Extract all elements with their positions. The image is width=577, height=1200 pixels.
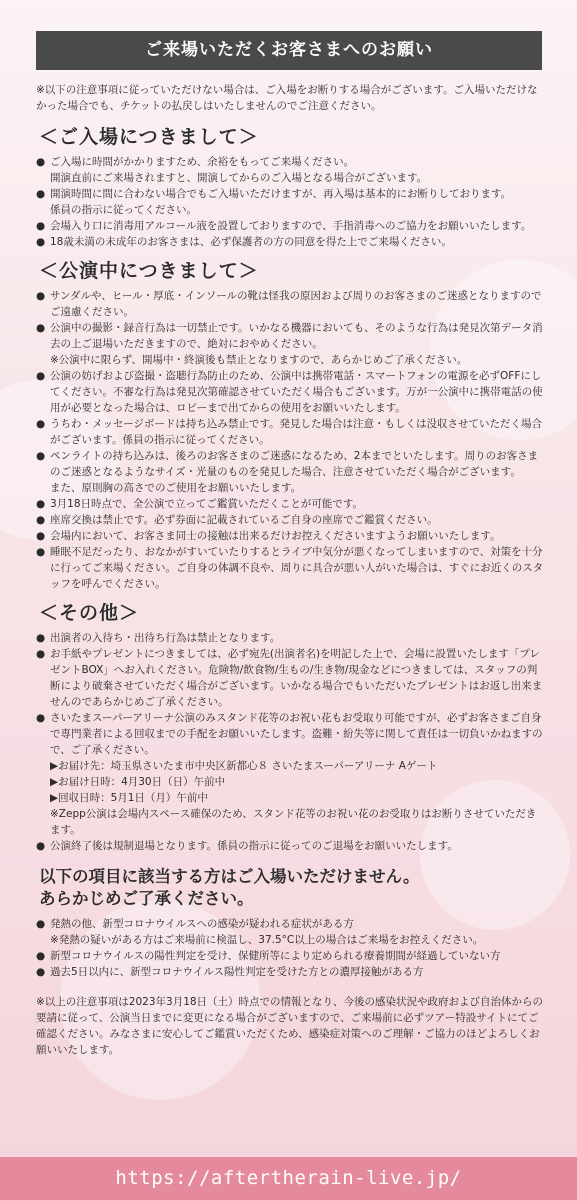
list-item [36,218,546,234]
page-title: ご来場いただくお客さまへのお願い [36,31,542,70]
list-item-text: 公演終了後は規制退場となります。係員の指示に従ってのご退場をお願いいたします。 [50,840,458,852]
list-item [36,838,546,854]
bullet-icon: ● [36,966,46,978]
footer-note: ※以上の注意事項は2023年3月18日（土）時点での情報となり、今後の感染状況や政府および自治体からの要請に従って、公演当日までに変更になる場合がございますので、ご来場前に必ずツアー特設サイトにてご確認ください。みなさまに安心してご鑑賞いただくため、感染症対策へのご理解・ご協力のほどよろしくお願いいたします。 [36,996,544,1056]
list-item [36,964,546,980]
bullet-icon: ● [36,498,46,510]
list-item [36,630,546,646]
covid-heading [39,866,546,910]
list-item [36,186,546,202]
list-item-text: 18歳未満の未成年のお客さまは、必ず保護者の方の同意を得た上でご来場ください。 [50,236,452,248]
bullet-icon: ● [36,632,46,644]
list-item-text: 新型コロナウイルスの陽性判定を受け、保健所等により定められる療養期間が経過していない方 [50,950,501,962]
list-item-text: 発熱の他、新型コロナウイルスへの感染が疑われる症状がある方 [50,918,354,930]
list-item-text: ペンライトの持ち込みは、後ろのお客さまのご迷惑になるため、2本までといたします。周りのお客さまのご迷惑となるようなサイズ・光量のものを発見した場合、注意させていただく場合がございます。 [50,450,539,478]
bullet-icon: ● [36,648,46,660]
list-item-text: 開演時間に間に合わない場合でもご入場いただけますが、再入場は基本的にお断りしております。 [50,188,512,200]
list-item [36,496,546,512]
list-item-text: 会場内において、お客さま同士の接触は出来るだけお控えくださいますようお願いいたします。 [50,530,501,542]
bullet-icon: ● [36,188,46,200]
bullet-icon: ● [36,840,46,852]
section-entry-list [36,154,546,250]
list-item-text: 睡眠不足だったり、おなかがすいていたりするとライブ中気分が悪くなってしまいますので、対策を十分に行ってご来場ください。ご自身の体調不良や、周りに具合が悪い人がいた場合は、すぐにお近くのスタッフを呼んでください。 [50,546,544,590]
list-item-text: さいたまスーパーアリーナ公演のみスタンド花等のお祝い花もお受取り可能ですが、必ずお客さまご自身で専門業者による回収までの手配をお願いいたします。盗難・紛失等に関して責任は一切負いかねますので、ご了承ください。 [50,712,543,756]
bullet-icon: ● [36,450,46,462]
section-other-list [36,630,546,854]
bullet-icon: ● [36,322,46,334]
list-item [36,154,546,170]
list-item-subline: ▶お届け先：埼玉県さいたま市中央区新都心８ さいたまスーパーアリーナ Aゲート [50,760,438,772]
list-item [36,916,546,932]
list-item-text: 公演の妨げおよび盗撮・盗聴行為防止のため、公演中は携帯電話・スマートフォンの電源を必ずOFFにしてください。不審な行為は発見次第確認させていただく場合もございます。万が一公演中に携帯電話の使用が必要となった場合は、ロビーまで出てからの使用をお願いいたします。 [50,370,543,414]
list-item-text: 出演者の入待ち・出待ち行為は禁止となります。 [50,632,281,644]
section-show-heading: ＜公演中につきまして＞ [39,260,259,282]
list-item [36,320,546,352]
list-item-subline: ※発熱の疑いがある方はご来場前に検温し、37.5°C以上の場合はご来場をお控えください。 [50,934,484,946]
section-show-list [36,288,546,592]
list-item-subline: ▶回収日時：5月1日（月）午前中 [50,792,208,804]
bullet-icon: ● [36,370,46,382]
list-item [36,948,546,964]
list-item [36,448,546,480]
list-item-text: 過去5日以内に、新型コロナウイルス陽性判定を受けた方との濃厚接触がある方 [50,966,424,978]
bullet-icon: ● [36,530,46,542]
list-item-text: 座席交換は禁止です。必ず券面に記載されているご自身の座席でご鑑賞ください。 [50,514,438,526]
section-entry-heading: ＜ご入場につきまして＞ [39,126,259,148]
covid-heading-line2: あらかじめご了承ください。 [39,889,254,908]
bullet-icon: ● [36,418,46,430]
list-item [36,416,546,448]
list-item-text: うちわ・メッセージボードは持ち込み禁止です。発見した場合は注意・もしくは没収させていただく場合がございます。係員の指示に従ってください。 [50,418,543,446]
list-item-text: サンダルや、ヒール・厚底・インソールの靴は怪我の原因および周りのお客さまのご迷惑となりますのでご遠慮ください。 [50,290,542,318]
list-item-text: 3月18日時点で、全公演で立ってご鑑賞いただくことが可能です。 [50,498,363,510]
notice-content [36,82,546,1069]
bullet-icon: ● [36,514,46,526]
list-item-text: お手紙やプレゼントにつきましては、必ず宛先(出演者名)を明記した上で、会場に設置いたします「プレゼントBOX」へお入れください。危険物/飲食物/生もの/生き物/現金などにつきましては、スタッフの判断により破棄させていただく場合がございます。いかなる場合でもいただいたプレゼントはお返し出来ませんのであらかじめご了承ください。 [50,648,543,708]
section-covid-list [36,916,546,980]
list-item-subline: ▶お届け日時：4月30日（日）午前中 [50,776,226,788]
bullet-icon: ● [36,918,46,930]
list-item-text: 会場入り口に消毒用アルコール液を設置しておりますので、手指消毒へのご協力をお願いいたします。 [50,220,532,232]
list-item-text: ご入場に時間がかかりますため、余裕をもってご来場ください。 [50,156,355,168]
bullet-icon: ● [36,156,46,168]
bullet-icon: ● [36,236,46,248]
list-item-subline: ※公演中に限らず、開場中・終演後も禁止となりますので、あらかじめご了承ください。 [50,354,468,366]
bullet-icon: ● [36,546,46,558]
list-item-text: 公演中の撮影・録音行為は一切禁止です。いかなる機器においても、そのような行為は発見次第データ消去の上ご退場いただきますので、絶対におやめください。 [50,322,543,350]
list-item-subline: 開演直前にご来場されますと、開演してからのご入場となる場合がございます。 [50,172,428,184]
bullet-icon: ● [36,220,46,232]
list-item-subline: また、原則胸の高さでのご使用をお願いいたします。 [50,482,302,494]
list-item [36,646,546,710]
bullet-icon: ● [36,950,46,962]
list-item-subline: ※Zepp公演は会場内スペース確保のため、スタンド花等のお祝い花のお受取りはお断りさせていただきます。 [50,808,537,836]
list-item [36,512,546,528]
list-item-subline: 係員の指示に従ってください。 [50,204,197,216]
bullet-icon: ● [36,290,46,302]
covid-heading-line1: 以下の項目に該当する方はご入場いただけません。 [39,867,420,886]
list-item [36,368,546,416]
site-url-link[interactable]: https://aftertherain-live.jp/ [0,1157,577,1200]
list-item [36,234,546,250]
bullet-icon: ● [36,712,46,724]
list-item [36,528,546,544]
list-item [36,544,546,592]
intro-text: ※以下の注意事項に従っていただけない場合は、ご入場をお断りする場合がございます。ご入場いただけなかった場合でも、チケットの払戻しはいたしませんのでご注意ください。 [36,84,538,112]
list-item [36,288,546,320]
list-item [36,710,546,758]
section-other-heading: ＜その他＞ [39,602,140,624]
